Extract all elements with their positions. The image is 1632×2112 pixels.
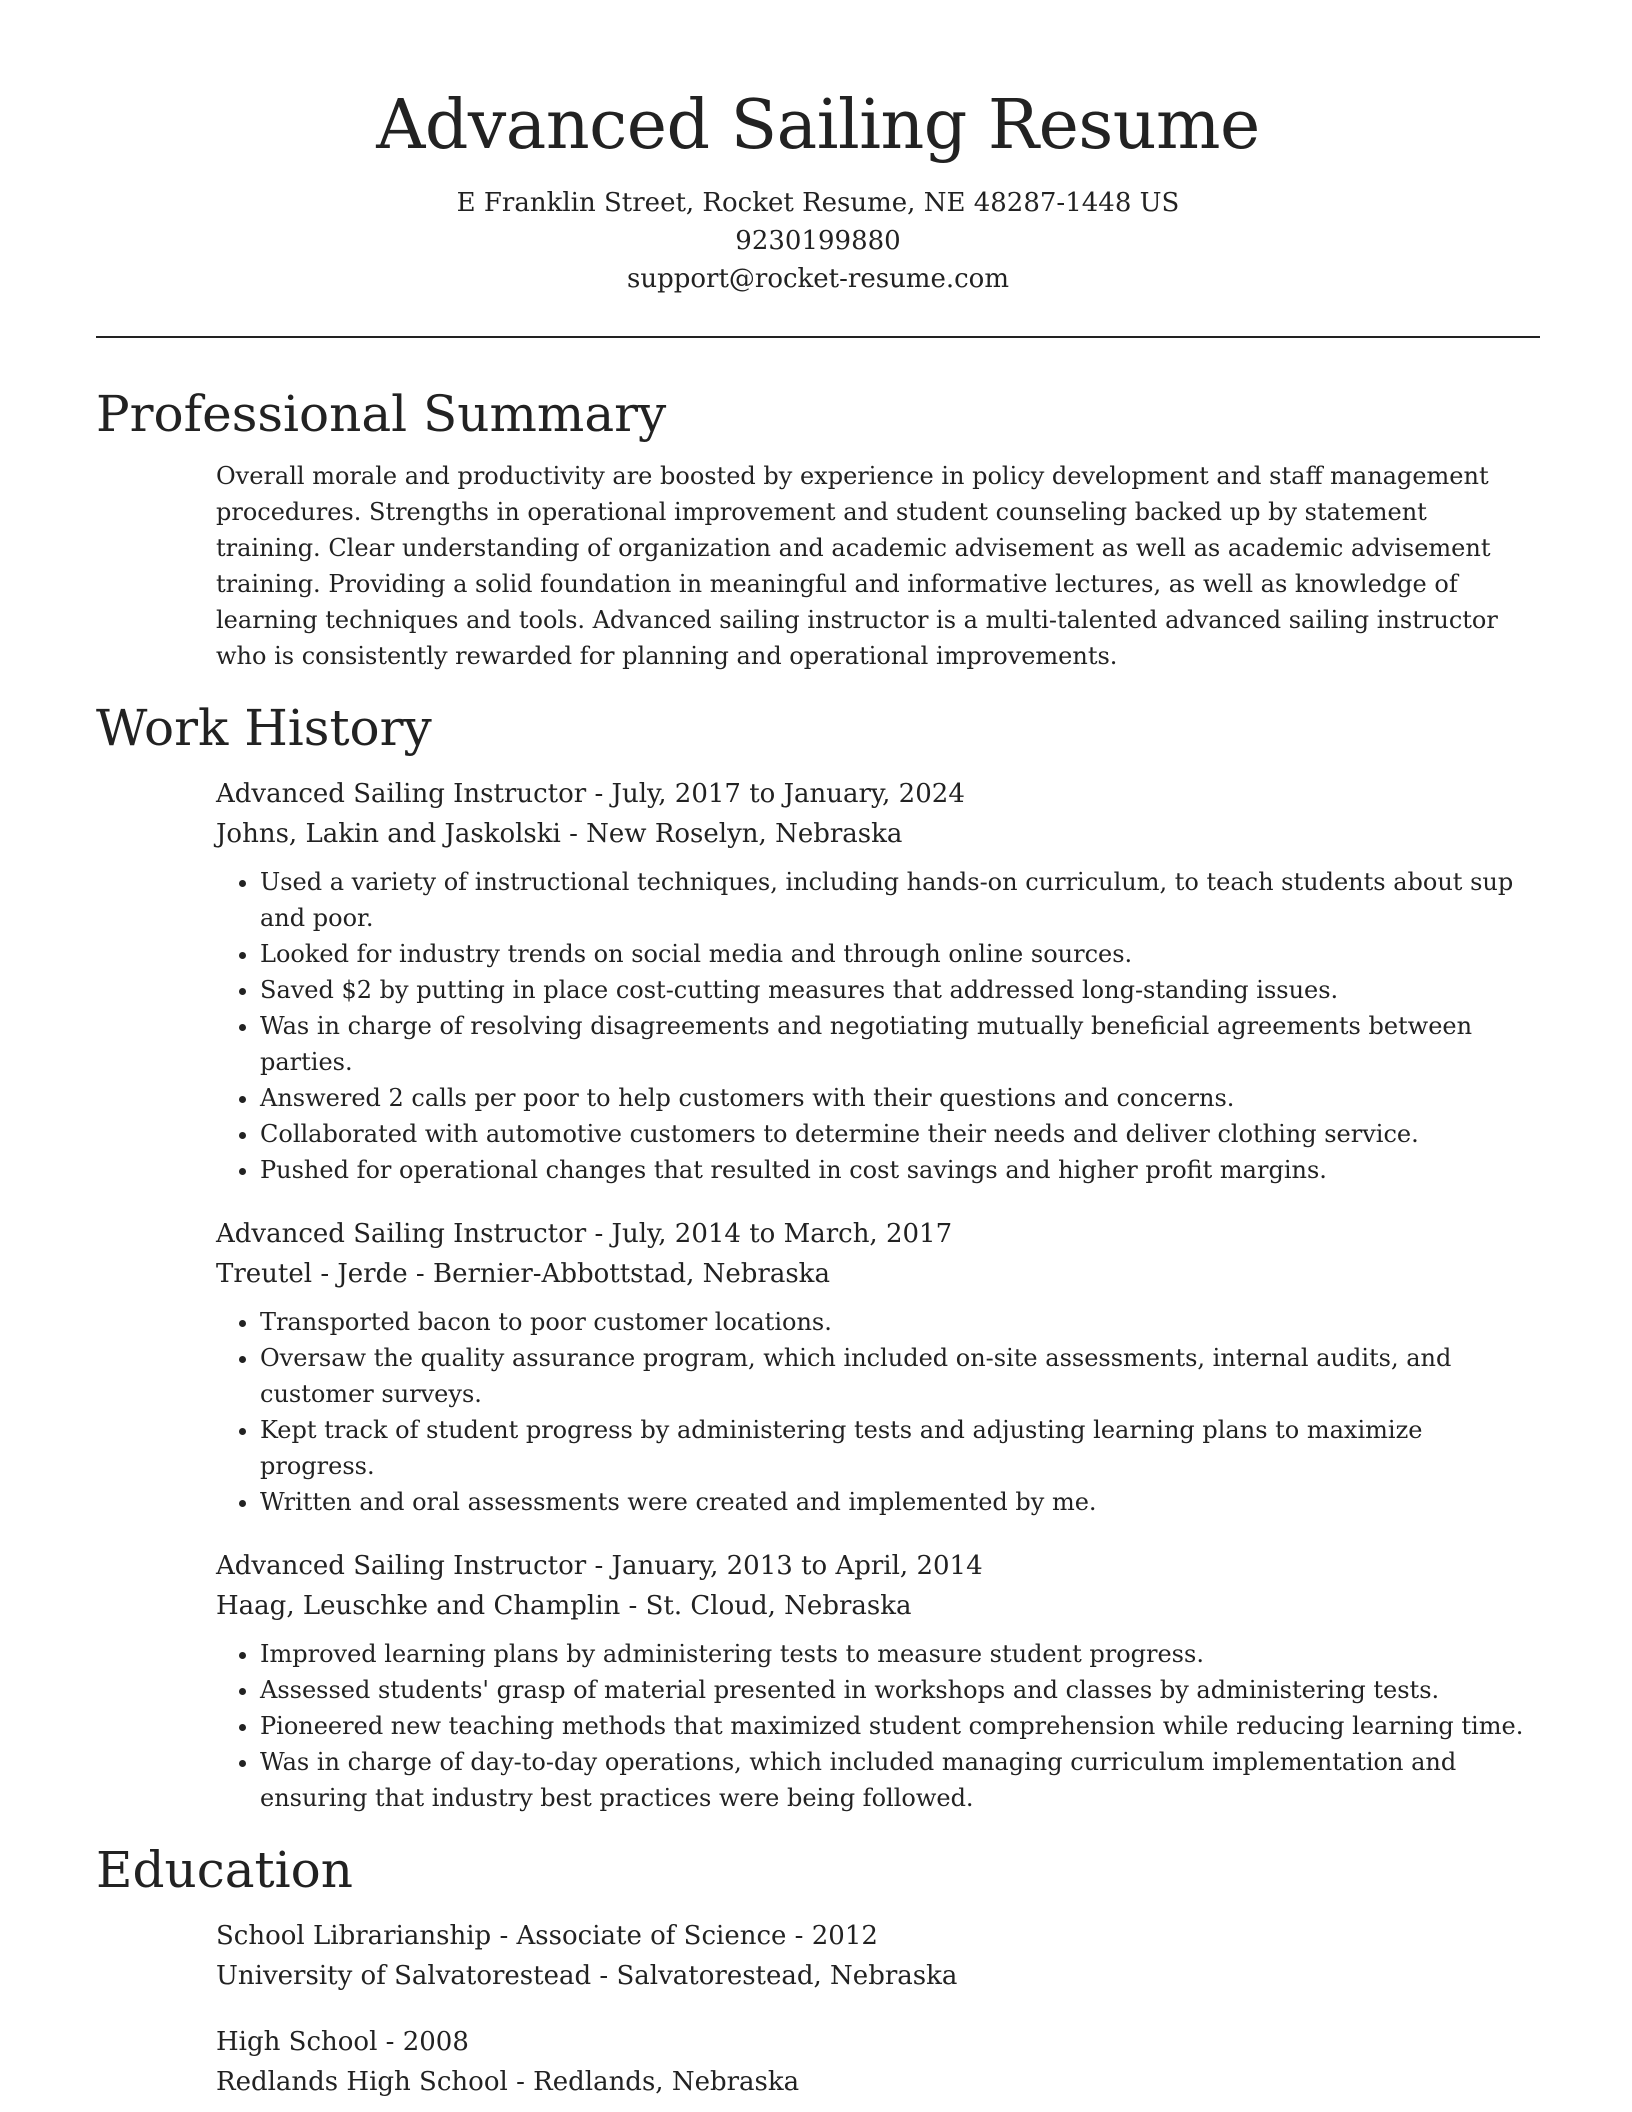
job-location: Bernier-Abbottstad, Nebraska [432, 1259, 830, 1289]
list-item: • Saved $2 by putting in place cost-cutting measures that addressed long-standing issues. [260, 972, 1540, 1008]
job-bullets [216, 1636, 1540, 1816]
job-company: Johns, Lakin and Jaskolski [216, 819, 561, 849]
separator: - [586, 779, 612, 809]
resume-title: Advanced Sailing Resume [376, 86, 1260, 165]
education-heading: Education [96, 1841, 353, 1899]
list-item: • Was in charge of day-to-day operations, which included managing curriculum implementation and ensuring that industry best practices were being followed. [260, 1744, 1540, 1816]
separator: - [586, 1219, 612, 1249]
job-company: Treutel - Jerde [216, 1259, 408, 1289]
separator: - [786, 1921, 812, 1951]
summary-heading: Professional Summary [96, 385, 667, 443]
separator: - [507, 2067, 534, 2097]
separator: - [586, 1551, 612, 1581]
contact-block [96, 184, 1540, 298]
list-item: • Was in charge of resolving disagreements and negotiating mutually beneficial agreements between parties. [260, 1008, 1540, 1080]
school-location: Redlands, Nebraska [533, 2067, 800, 2097]
job-entry [216, 1214, 1540, 1520]
job-company-line [216, 1586, 1540, 1626]
list-item: • Improved learning plans by administering tests to measure student progress. [260, 1636, 1540, 1672]
graduation-year: 2008 [402, 2027, 469, 2057]
degree-line [216, 2022, 1540, 2062]
graduation-year: 2012 [811, 1921, 878, 1951]
job-dates: July, 2014 to March, 2017 [611, 1219, 953, 1249]
job-dates: January, 2013 to April, 2014 [611, 1551, 983, 1581]
separator: - [560, 819, 587, 849]
education-entry [216, 1916, 1540, 1996]
email: support@rocket-resume.com [626, 264, 1009, 294]
job-role: Advanced Sailing Instructor [216, 1219, 587, 1249]
list-item: • Looked for industry trends on social media and through online sources. [260, 936, 1540, 972]
degree-line [216, 1916, 1540, 1956]
school-name: Redlands High School [216, 2067, 508, 2097]
separator: - [620, 1591, 646, 1621]
work-history-list [216, 774, 1540, 1816]
list-item: • Oversaw the quality assurance program, which included on-site assessments, internal audits, and customer surveys. [260, 1340, 1540, 1412]
job-company: Haag, Leuschke and Champlin [216, 1591, 621, 1621]
separator: - [407, 1259, 433, 1289]
job-company-line [216, 814, 1540, 854]
job-title-line [216, 1546, 1540, 1586]
job-entry [216, 774, 1540, 1188]
list-item: • Pioneered new teaching methods that maximized student comprehension while reducing learning time. [260, 1708, 1540, 1744]
list-item: • Answered 2 calls per poor to help customers with their questions and concerns. [260, 1080, 1540, 1116]
job-bullets [216, 1304, 1540, 1520]
education-list [216, 1916, 1540, 2102]
resume-page [96, 0, 1540, 2102]
work-history-heading: Work History [96, 699, 432, 757]
list-item: • Pushed for operational changes that resulted in cost savings and higher profit margins. [260, 1152, 1540, 1188]
resume-header [96, 0, 1540, 298]
job-location: St. Cloud, Nebraska [645, 1591, 912, 1621]
job-role: Advanced Sailing Instructor [216, 1551, 587, 1581]
list-item: • Used a variety of instructional techniques, including hands-on curriculum, to teach students about sup and poor. [260, 864, 1540, 936]
degree: High School [216, 2027, 378, 2057]
job-title-line [216, 774, 1540, 814]
separator: - [591, 1961, 617, 1991]
school-line [216, 1956, 1540, 1996]
job-entry [216, 1546, 1540, 1816]
phone: 9230199880 [735, 226, 901, 256]
list-item: • Transported bacon to poor customer locations. [260, 1304, 1540, 1340]
school-name: University of Salvatorestead [216, 1961, 592, 1991]
job-title-line [216, 1214, 1540, 1254]
summary-text: Overall morale and productivity are boosted by experience in policy development and staff management procedures. Strengths in operational improvement and student counseling backed up by statement training. Clear understanding of organization and academic advisement as well as academic advisement training. Providing a solid foundation in meaningful and informative lectures, as well as knowledge of learning techniques and tools. Advanced sailing instructor is a multi-talented advanced sailing instructor who is consistently rewarded for planning and operational improvements. [216, 462, 1498, 670]
address: E Franklin Street, Rocket Resume, NE 48287-1448 US [456, 188, 1180, 218]
degree: School Librarianship - Associate of Science [216, 1921, 787, 1951]
list-item: • Written and oral assessments were created and implemented by me. [260, 1484, 1540, 1520]
school-location: Salvatorestead, Nebraska [616, 1961, 958, 1991]
header-divider [96, 336, 1540, 338]
job-company-line [216, 1254, 1540, 1294]
job-dates: July, 2017 to January, 2024 [611, 779, 965, 809]
job-location: New Roselyn, Nebraska [586, 819, 903, 849]
separator: - [377, 2027, 403, 2057]
list-item: • Kept track of student progress by administering tests and adjusting learning plans to maximize progress. [260, 1412, 1540, 1484]
school-line [216, 2062, 1540, 2102]
job-bullets [216, 864, 1540, 1188]
job-role: Advanced Sailing Instructor [216, 779, 587, 809]
education-entry [216, 2022, 1540, 2102]
list-item: • Collaborated with automotive customers to determine their needs and deliver clothing service. [260, 1116, 1540, 1152]
list-item: • Assessed students' grasp of material presented in workshops and classes by administering tests. [260, 1672, 1540, 1708]
